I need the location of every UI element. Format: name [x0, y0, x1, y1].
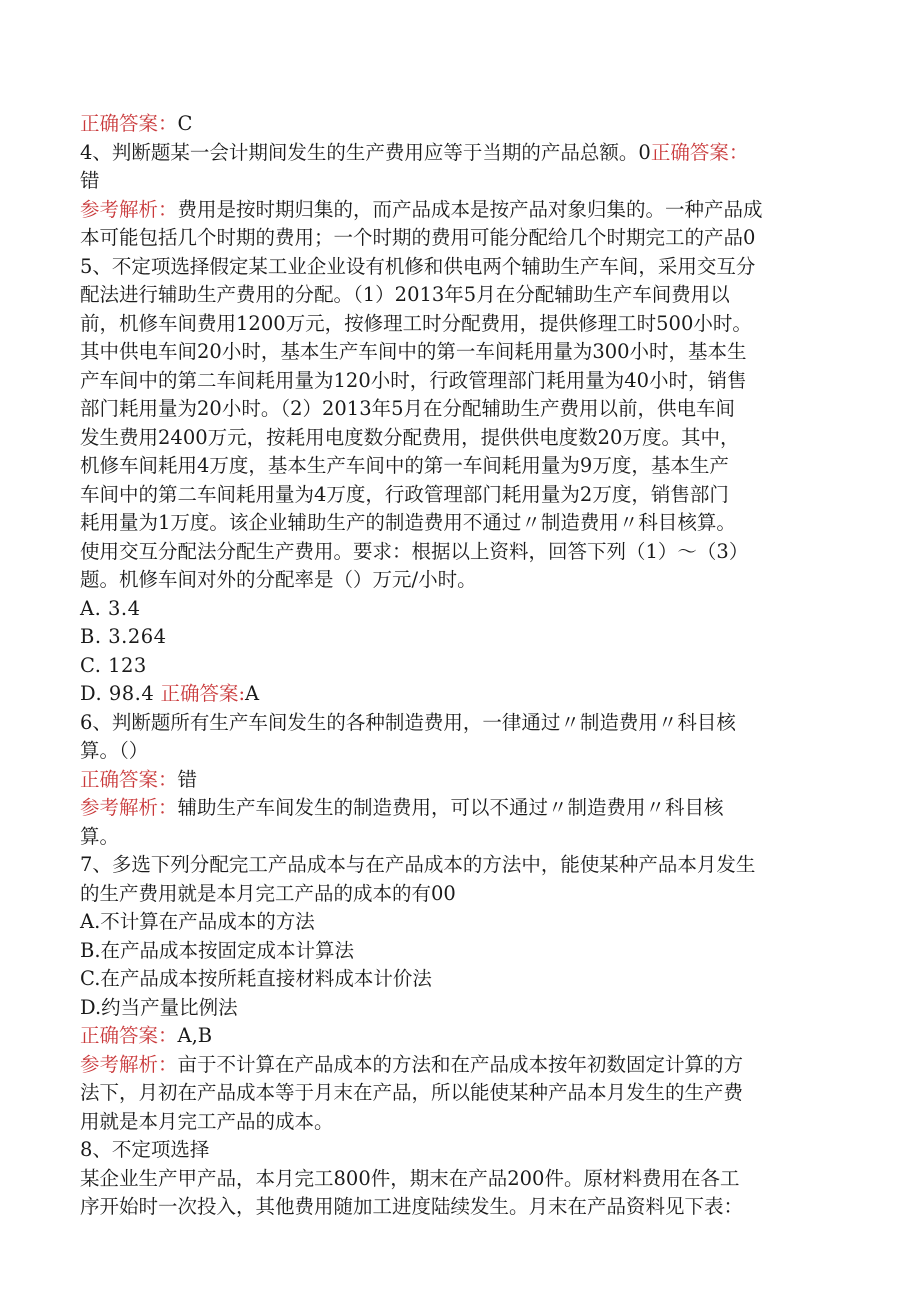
q6-analysis-cont: 算。 — [80, 824, 120, 848]
q7-line-2: 的生产费用就是本月完工产品的成本的有00 — [80, 881, 456, 905]
q8-line-3: 序开始时一次投入，其他费用随加工进度陆续发生。月末在产品资料见下表： — [80, 1195, 744, 1218]
q5-line-8: 机修车间耗用4万度，基本生产车间中的第一车间耗用量为9万度，基本生产 — [80, 454, 729, 477]
q7-answer: 正确答案：A,B — [80, 1024, 213, 1047]
q3-answer: 正确答案：C — [80, 112, 193, 135]
q7-option-c: C.在产品成本按所耗直接材料成本计价法 — [80, 967, 432, 990]
q5-line-9: 车间中的第二车间耗用量为4万度，行政管理部门耗用量为2万度，销售部门 — [80, 482, 729, 506]
q5-line-10: 耗用量为1万度。该企业辅助生产的制造费用不通过〃制造费用〃科目核算。 — [80, 511, 736, 534]
q7-line-1: 7、多选下列分配完工产品成本与在产品成本的方法中，能使某种产品本月发生 — [80, 853, 756, 876]
q4-answer: 错 — [80, 169, 100, 192]
q5-line-1: 5、不定项选择假定某工业企业设有机修和供电两个辅助生产车间，采用交互分 — [80, 254, 756, 278]
q7-option-b: B.在产品成本按固定成本计算法 — [80, 938, 355, 962]
q6-line-1: 6、判断题所有生产车间发生的各种制造费用，一律通过〃制造费用〃科目核 — [80, 710, 736, 734]
q5-line-7: 发生费用2400万元，按耗用电度数分配费用，提供供电度数20万度。其中， — [80, 425, 740, 449]
q4-question: 4、判断题某一会计期间发生的生产费用应等于当期的产品总额。0正确答案： — [80, 140, 749, 164]
q5-option-c: C. 123 — [80, 653, 147, 677]
q5-line-2: 配法进行辅助生产费用的分配。（1）2013年5月在分配辅助生产车间费用以 — [80, 283, 730, 306]
q6-line-2: 算。（） — [80, 739, 149, 762]
q5-line-4: 其中供电车间20小时，基本生产车间中的第一车间耗用量为300小时，基本生 — [80, 340, 747, 363]
q7-option-d: D.约当产量比例法 — [80, 995, 238, 1019]
q4-analysis: 参考解析：费用是按时期归集的，而产品成本是按产品对象归集的。一种产品成 — [80, 197, 763, 221]
q7-analysis-cont-1: 法下，月初在产品成本等于月末在产品，所以能使某种产品本月发生的生产费 — [80, 1081, 744, 1104]
q5-option-d-answer: D. 98.4 正确答案:A — [80, 682, 260, 705]
document-page — [80, 110, 840, 1222]
q5-line-6: 部门耗用量为20小时。（2）2013年5月在分配辅助生产费用以前，供电车间 — [80, 397, 736, 420]
q4-analysis-cont: 本可能包括几个时期的费用；一个时期的费用可能分配给几个时期完工的产品0 — [80, 226, 756, 249]
q8-line-2: 某企业生产甲产品，本月完工800件，期末在产品200件。原材料费用在各工 — [80, 1166, 740, 1190]
q5-line-3: 前，机修车间费用1200万元，按修理工时分配费用，提供修理工时500小时。 — [80, 311, 752, 335]
q5-line-12: 题。机修车间对外的分配率是（）万元/小时。 — [80, 568, 477, 591]
q5-option-a: A. 3.4 — [80, 596, 141, 620]
q7-analysis-cont-2: 用就是本月完工产品的成本。 — [80, 1109, 334, 1133]
q5-line-11: 使用交互分配法分配生产费用。要求：根据以上资料，回答下列（1）～（3） — [80, 539, 749, 563]
q7-option-a: A.不计算在产品成本的方法 — [80, 910, 315, 933]
q6-answer: 正确答案：错 — [80, 767, 198, 791]
q5-line-5: 产车间中的第二车间耗用量为120小时，行政管理部门耗用量为40小时，销售 — [80, 368, 747, 392]
q7-analysis: 参考解析：亩于不计算在产品成本的方法和在产品成本按年初数固定计算的方 — [80, 1052, 744, 1076]
q6-analysis: 参考解析：辅助生产车间发生的制造费用，可以不通过〃制造费用〃科目核 — [80, 796, 724, 819]
q8-line-1: 8、不定项选择 — [80, 1138, 210, 1161]
q5-option-b: B. 3.264 — [80, 625, 167, 648]
